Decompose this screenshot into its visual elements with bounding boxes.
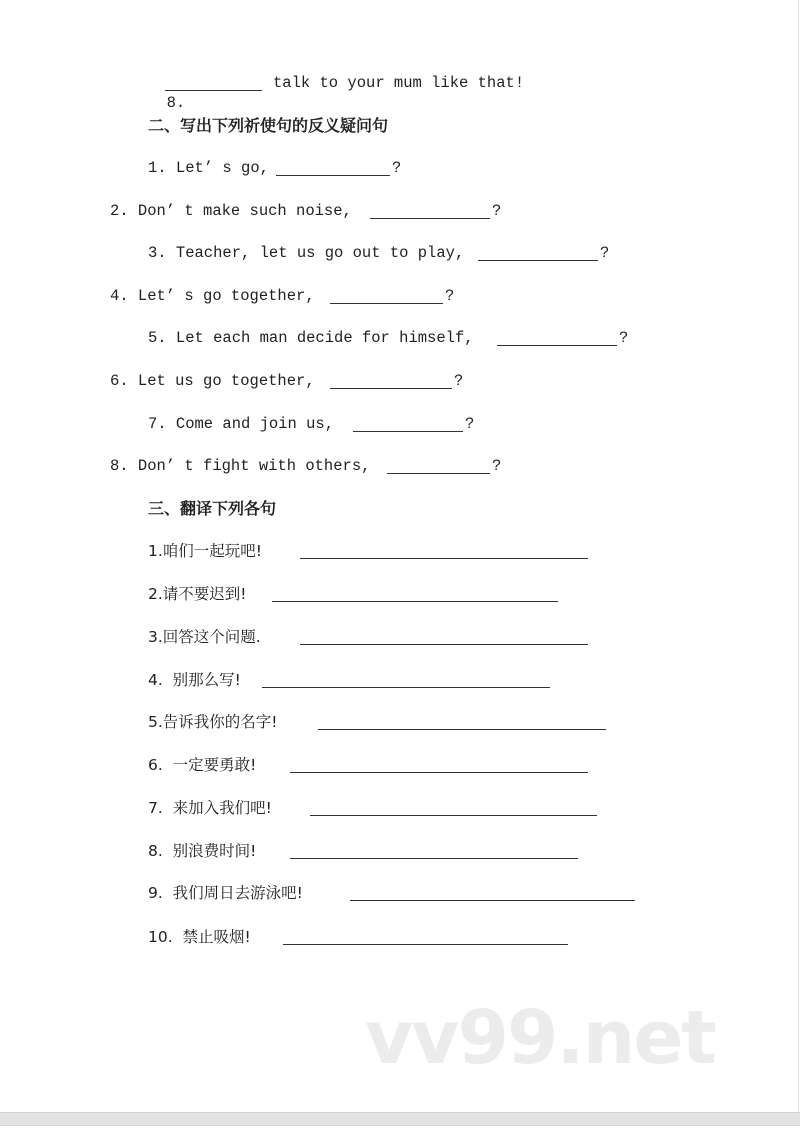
answer-blank[interactable]	[353, 431, 463, 432]
translation-prompt: 2.请不要迟到!	[148, 585, 247, 603]
answer-blank[interactable]	[165, 90, 262, 91]
translation-item	[148, 670, 241, 690]
question-mark: ?	[600, 244, 610, 262]
section-heading: 三、翻译下列各句	[148, 499, 277, 518]
answer-blank[interactable]	[290, 772, 588, 773]
translation-item	[148, 841, 256, 861]
item-text: talk to your mum like that!	[273, 74, 525, 92]
translation-prompt: 10. 禁止吸烟!	[148, 928, 251, 946]
question-mark: ?	[454, 372, 464, 390]
watermark: vv99.net	[365, 995, 715, 1081]
question-text: 2. Don’ t make such noise,	[110, 202, 352, 220]
question-text: 3. Teacher, let us go out to play,	[148, 244, 465, 262]
answer-blank[interactable]	[370, 218, 490, 219]
question-text: 4. Let’ s go together,	[110, 287, 315, 305]
translation-item	[148, 798, 272, 818]
translation-prompt: 4. 别那么写!	[148, 671, 241, 689]
translation-prompt: 5.告诉我你的名字!	[148, 713, 278, 731]
answer-blank[interactable]	[310, 815, 597, 816]
answer-blank[interactable]	[290, 858, 578, 859]
translation-item	[148, 755, 256, 775]
answer-blank[interactable]	[283, 944, 568, 945]
answer-blank[interactable]	[272, 601, 558, 602]
translation-prompt: 8. 别浪费时间!	[148, 842, 257, 860]
section-heading: 二、写出下列祈使句的反义疑问句	[148, 116, 389, 135]
translation-item	[148, 712, 278, 732]
question-item	[110, 371, 464, 391]
question-mark: ?	[392, 159, 402, 177]
translation-item	[148, 927, 251, 947]
answer-blank[interactable]	[330, 388, 452, 389]
translation-prompt: 9. 我们周日去游泳吧!	[148, 884, 303, 902]
translation-prompt: 3.回答这个问题.	[148, 628, 261, 646]
translation-prompt: 6. 一定要勇敢!	[148, 756, 257, 774]
question-text: 6. Let us go together,	[110, 372, 315, 390]
question-mark: ?	[492, 457, 502, 475]
question-text: 8. Don’ t fight with others,	[110, 457, 371, 475]
question-mark: ?	[492, 202, 502, 220]
question-item	[110, 456, 502, 476]
answer-blank[interactable]	[300, 644, 588, 645]
answer-blank[interactable]	[387, 473, 490, 474]
question-item	[110, 286, 455, 306]
question-text: 1. Let’ s go,	[148, 159, 269, 177]
question-mark: ?	[465, 415, 475, 433]
question-item	[148, 414, 475, 434]
question-item	[148, 243, 610, 263]
answer-blank[interactable]	[478, 260, 598, 261]
question-text: 5. Let each man decide for himself,	[148, 329, 474, 347]
answer-blank[interactable]	[300, 558, 588, 559]
translation-item	[148, 541, 262, 561]
question-item	[148, 158, 402, 178]
translation-item	[148, 883, 303, 903]
answer-blank[interactable]	[262, 687, 550, 688]
answer-blank[interactable]	[350, 900, 635, 901]
answer-blank[interactable]	[318, 729, 606, 730]
question-mark: ?	[445, 287, 455, 305]
question-mark: ?	[619, 329, 629, 347]
page-separator	[0, 1112, 800, 1126]
item-number: 8.	[166, 94, 186, 112]
answer-blank[interactable]	[276, 175, 390, 176]
question-item	[148, 328, 629, 348]
answer-blank[interactable]	[497, 345, 617, 346]
answer-blank[interactable]	[330, 303, 443, 304]
translation-item	[148, 584, 247, 604]
translation-prompt: 7. 来加入我们吧!	[148, 799, 272, 817]
question-item	[110, 201, 502, 221]
translation-item	[148, 627, 261, 647]
question-text: 7. Come and join us,	[148, 415, 335, 433]
translation-prompt: 1.咱们一起玩吧!	[148, 542, 263, 560]
